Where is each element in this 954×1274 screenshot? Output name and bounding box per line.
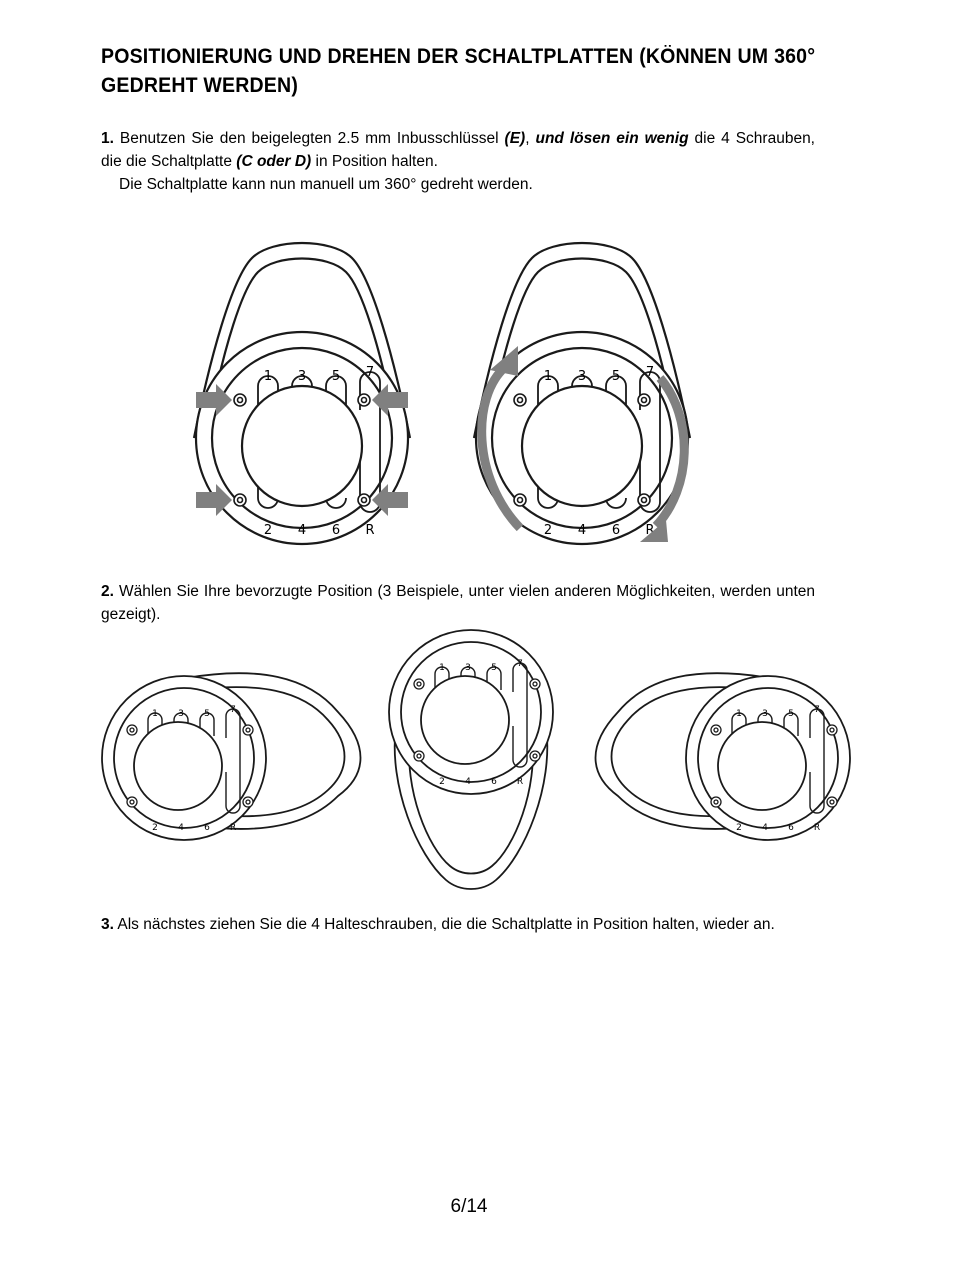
svg-text:2: 2 (736, 823, 742, 833)
svg-text:2: 2 (543, 523, 553, 538)
svg-text:R: R (516, 777, 524, 787)
svg-text:5: 5 (491, 663, 497, 673)
figure-example-positions (98, 626, 858, 892)
loosen-instruction: und lösen ein wenig (535, 130, 689, 147)
tool-reference: (E) (504, 130, 526, 147)
svg-text:6: 6 (204, 823, 210, 833)
svg-text:4: 4 (178, 823, 184, 833)
svg-text:4: 4 (465, 777, 471, 787)
shifter-plate-right (474, 243, 690, 544)
svg-text:6: 6 (331, 523, 341, 538)
step-2-text: 2. Wählen Sie Ihre bevorzugte Position (3 Beispiele, unter vielen anderen Möglichkeiten, werden unten gezeigt). (101, 583, 815, 623)
svg-text:7: 7 (230, 705, 236, 715)
svg-text:5: 5 (611, 369, 621, 384)
shifter-plate-left (194, 243, 410, 544)
svg-text:1: 1 (543, 369, 553, 384)
svg-text:4: 4 (577, 523, 587, 538)
svg-text:4: 4 (762, 823, 768, 833)
example-position-right (596, 673, 851, 840)
example-position-middle (389, 630, 553, 889)
svg-text:1: 1 (263, 369, 273, 384)
svg-text:3: 3 (762, 709, 768, 719)
svg-text:4: 4 (297, 523, 307, 538)
svg-text:R: R (365, 523, 375, 538)
page-title: POSITIONIERUNG UND DREHEN DER SCHALTPLATTEN (KÖNNEN UM 360° GEDREHT WERDEN) (101, 45, 816, 97)
plate-reference: (C oder D) (236, 152, 312, 170)
figure-loosen-rotate (186, 190, 746, 586)
svg-text:R: R (229, 823, 237, 833)
step-3-text: 3. Als nächstes ziehen Sie die 4 Halteschrauben, die die Schaltplatte in Position halten, wieder an. (101, 916, 775, 933)
svg-text:2: 2 (439, 777, 445, 787)
svg-text:1: 1 (736, 709, 742, 719)
svg-text:7: 7 (365, 365, 375, 380)
svg-text:6: 6 (491, 777, 497, 787)
page-number: 6/14 (450, 1196, 488, 1217)
svg-text:R: R (645, 523, 655, 538)
svg-text:7: 7 (517, 659, 523, 669)
svg-text:6: 6 (611, 523, 621, 538)
svg-text:1: 1 (439, 663, 445, 673)
svg-text:R: R (813, 823, 821, 833)
step-1-note: Die Schaltplatte kann nun manuell um 360° gedreht werden. (119, 176, 533, 193)
svg-text:2: 2 (263, 523, 273, 538)
svg-text:1: 1 (152, 709, 158, 719)
svg-text:5: 5 (204, 709, 210, 719)
svg-text:2: 2 (152, 823, 158, 833)
svg-text:3: 3 (465, 663, 471, 673)
svg-text:5: 5 (331, 369, 341, 384)
step-1-number: 1. (101, 130, 114, 147)
svg-text:5: 5 (788, 709, 794, 719)
svg-text:3: 3 (178, 709, 184, 719)
svg-text:7: 7 (814, 705, 820, 715)
step-2-number: 2. (101, 583, 114, 600)
step-3-number: 3. (101, 916, 114, 933)
step-1-text: 1. Benutzen Sie den beigelegten 2.5 mm Inbusschlüssel (E), und lösen ein wenig die 4 Schrauben, die die Schaltplatte (C oder D) in Position halten. (101, 130, 815, 170)
example-position-left (102, 673, 361, 840)
svg-text:6: 6 (788, 823, 794, 833)
svg-text:3: 3 (577, 369, 587, 384)
svg-text:7: 7 (645, 365, 655, 380)
svg-text:3: 3 (297, 369, 307, 384)
